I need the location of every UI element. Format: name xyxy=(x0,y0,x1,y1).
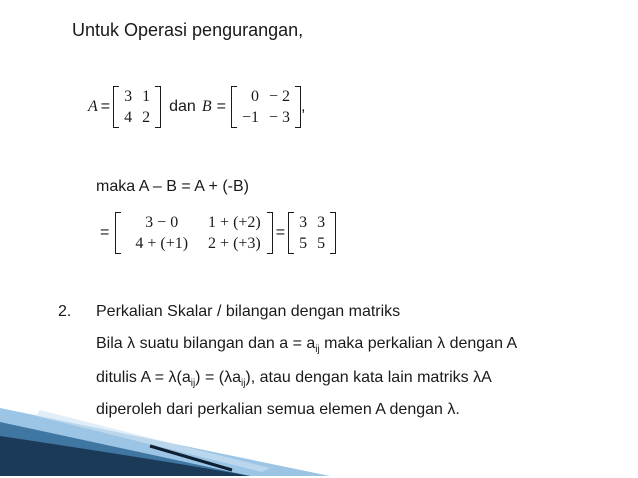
result-cell: 5 xyxy=(299,235,308,252)
result-cell: 3 xyxy=(299,214,308,231)
matrix-expression xyxy=(115,212,272,254)
subtraction-statement: maka A – B = A + (-B) xyxy=(96,178,249,195)
subscript-ij: ij xyxy=(315,344,320,356)
item-line-1 xyxy=(96,335,517,355)
calculation-row xyxy=(100,210,336,256)
equals-sign: = xyxy=(100,224,110,241)
matrix-a-cell: 3 xyxy=(124,88,133,105)
matrix-a-cell: 2 xyxy=(142,109,151,126)
subscript-ij: ij xyxy=(190,378,196,390)
text-segment: ) = (λa xyxy=(195,369,241,386)
expression-cell: 2 + (+3) xyxy=(208,235,261,252)
equals-sign: = xyxy=(100,98,111,115)
dan-word: dan xyxy=(169,98,196,115)
item-heading: Perkalian Skalar / bilangan dengan matriks xyxy=(96,303,401,320)
text-segment: ditulis A = λ(a xyxy=(96,369,191,386)
matrix-b-label: B xyxy=(201,98,212,115)
text-segment: ), atau dengan kata lain matriks λA xyxy=(245,369,492,386)
item-line-2 xyxy=(96,369,492,389)
trailing-comma: , xyxy=(301,98,306,115)
text-segment: maka perkalian λ dengan A xyxy=(319,335,518,352)
matrix-a-cell: 1 xyxy=(142,88,151,105)
subscript-ij: ij xyxy=(240,378,246,390)
matrix-b-cell: − 2 xyxy=(268,88,291,105)
matrix-result xyxy=(288,212,336,254)
matrix-b-cell: − 3 xyxy=(268,109,291,126)
equals-sign: = xyxy=(216,98,226,115)
item-line-3: diperoleh dari perkalian semua elemen A dengan λ. xyxy=(96,401,460,418)
text-segment: Bila λ suatu bilangan dan a = a xyxy=(96,335,316,352)
matrix-definitions xyxy=(88,84,305,130)
result-cell: 5 xyxy=(317,235,326,252)
decorative-swoosh xyxy=(0,388,638,478)
item-number: 2. xyxy=(58,303,72,320)
result-cell: 3 xyxy=(317,214,326,231)
matrix-a xyxy=(113,86,161,128)
matrix-b-cell: −1 xyxy=(241,109,259,126)
expression-cell: 4 + (+1) xyxy=(135,235,189,252)
matrix-a-cell: 4 xyxy=(124,109,133,126)
slide-title: Untuk Operasi pengurangan, xyxy=(72,20,304,40)
matrix-b-cell: 0 xyxy=(250,88,259,105)
matrix-b xyxy=(231,86,301,128)
expression-cell: 3 − 0 xyxy=(145,214,179,231)
expression-cell: 1 + (+2) xyxy=(208,214,261,231)
matrix-a-label: A xyxy=(88,98,98,115)
equals-sign: = xyxy=(275,224,286,241)
